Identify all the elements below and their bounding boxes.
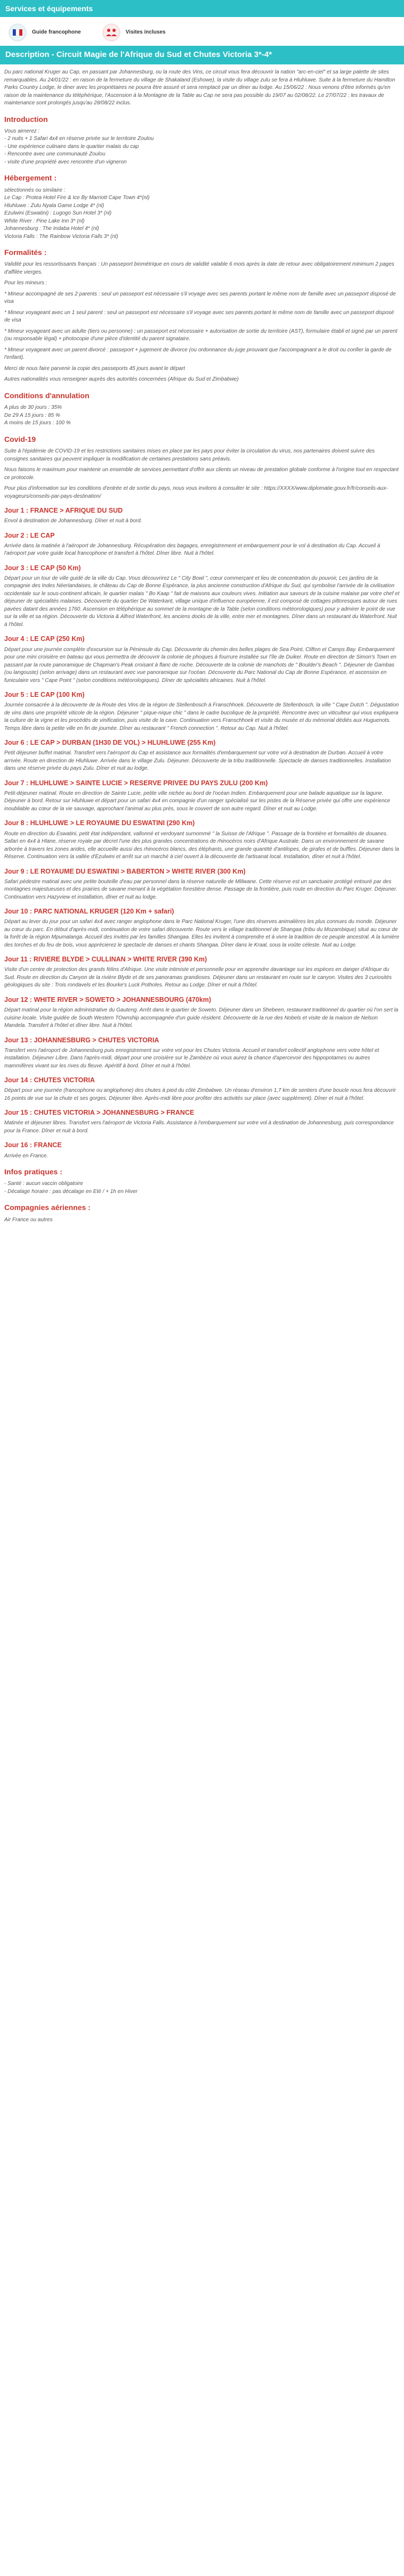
day-title: Jour 10 : PARC NATIONAL KRUGER (120 Km + safari) <box>4 908 174 916</box>
day-text: Arrivée dans la matinée à l'aéroport de Johannesburg. Récupération des bagages, enregistrement et embarquement pour le vol à destination du Cap. Accueil à l'aéroport par votre guide local francophone et transfert à l'hôtel. Dîner libre. Nuit à l'hôtel. <box>4 542 381 557</box>
day-title: Jour 14 : CHUTES VICTORIA <box>4 1076 95 1084</box>
list-item: - Santé : aucun vaccin obligatoire <box>4 1181 83 1187</box>
day-text: Transfert vers l'aéroport de Johannesburg puis enregistrement sur votre vol pour les Chutes Victoria. Accueil et transfert collectif anglophone vers votre hôtel et installation. Déjeuner Libre. Dans l'après-midi, départ pour une croisière sur le Zambèze où vous aurez la chance d'apercevoir des hippopotames ou autres mammifères vivant sur les rives du fleuve. Apéritif à bord. Dîner et nuit à l'hôtel. <box>4 1047 379 1069</box>
paragraph: * Mineur voyageant avec un 1 seul parent : seul un passeport est nécessaire s'il voyage avec ses parents portant le même nom de famille avec un passeport disposé de visa <box>4 309 394 324</box>
day-title: Jour 2 : LE CAP <box>4 531 55 539</box>
paragraph: Nous faisons le maximum pour maintenir un ensemble de services permettant d'offrir aux clients un niveau de prestation globale conforme à l'origine tout en respectant ce protocole. <box>4 467 399 481</box>
introduction-list <box>4 128 400 167</box>
day-text: Départ pour une journée complète d'excursion sur la Péninsule du Cap. Découverte du chemin des belles plages de Sea Point, Clifton et Camps Bay. Embarquement pour une mini croisière en bateau qui vous permettra de découvrir la colonie de phoques à fourrure installée sur l'île de Duiker. Route en direction de Simon's Town en passant par la route panoramique de Chapman's Peak croisant à flanc de roche. Découverte de la colonie de manchots de " Boulder's Beach ". Déjeuner de Gambas (ou langouste) (selon arrivage) dans un restaurant avec vue panoramique sur l'océan. Découverte du Parc National du Cap de Bonne Espérance, et ascension en funiculaire vers " Cape Point " (selon conditions météorologiques). Dîner de spécialités africaines. Nuit à l'hôtel. <box>4 646 397 684</box>
day-title: Jour 11 : RIVIERE BLYDE > CULLINAN > WHITE RIVER (390 Km) <box>4 956 207 964</box>
paragraph: Pour les mineurs : <box>4 280 47 286</box>
hebergement-title: Hébergement : <box>4 174 57 183</box>
day-block <box>4 690 400 733</box>
formalites-block <box>4 261 400 384</box>
service-visits <box>102 23 166 42</box>
day-block <box>4 1075 400 1102</box>
intro-text: Du parc national Kruger au Cap, en passant par Johannesburg, ou la route des Vins, ce circuit vous fera découvrir la nation "arc-en-ciel" et sa large palette de sites remarquables. Au 24/01/22 : en raison de la fermeture du village de Shakaland (Eshowe), la visite du village zulu se fera à Hluhluwe. Suite à la fermeture du Hamilton Parks Country Lodge, le diner avec les propriétaires ne pourra être assuré et sera remplacé par un diner au lodge. Au 15/06/22 : Nous venons d'être informés qu'en raison de la maintenance du téléphérique, l'Ascension à la Montagne de la Table au Cap ne sera pas possible du 19/07 au 02/08/22. Le 27/07/22 : les travaux de maintenance sont prolongés jusqu'au 28/08/22 inclus. <box>4 69 395 106</box>
hebergement-list <box>4 187 400 241</box>
day-block <box>4 1035 400 1071</box>
day-title: Jour 5 : LE CAP (100 Km) <box>4 691 85 699</box>
day-block <box>4 1140 400 1160</box>
annulation-list <box>4 404 400 427</box>
day-block <box>4 634 400 685</box>
list-item: Hluhluwe : Zulu Nyala Game Lodge 4* (nl) <box>4 202 104 209</box>
day-text: Départ au lever du jour pour un safari 4x4 avec ranger anglophone dans le Parc National Kruger, l'une des réserves animalières les plus connues du monde. Déjeuner au cœur du parc. En début d'après-midi, continuation de votre safari découverte. Route vers le village traditionnel de Shangaa (tribu du Mozambique) situé au cœur de la forêt de la région Mpumalanga. Accueil des invités par les familles Shangaa. Elles les invitent à comprendre et à vivre la tradition de ce peuple ancestral. A la lumière des torches et du feu de bois, vous apprécierez le spectacle de danses et chants Shangaa. Dîner dans le Kraal, sous la voûte céleste. Nuit au Lodge. <box>4 919 399 948</box>
itinerary <box>4 506 400 1160</box>
service-guide <box>9 23 81 42</box>
paragraph: * Mineur voyageant avec un parent divorcé : passeport + jugement de divorce (ou ordonnance du juge prouvant que l'accompagnant a le droit ou confier la garde de l'enfant). <box>4 347 392 361</box>
day-block <box>4 506 400 525</box>
paragraph: * Mineur accompagné de ses 2 parents : seul un passeport est nécessaire s'il voyage avec ses parents portant le même nom de famille avec un passeport disposé de visa <box>4 291 396 305</box>
covid-title: Covid-19 <box>4 434 36 443</box>
page <box>0 0 404 1232</box>
flag-icon <box>9 23 27 42</box>
day-block <box>4 778 400 813</box>
annulation-title: Conditions d'annulation <box>4 391 90 400</box>
paragraph: Pour plus d'information sur les conditions d'entrée et de sortie du pays, nous vous invitons à consulter le site : https://XXXX/www.diplomatie.gouv.fr/fr/conseils-aux-voyageurs/conseils-par-pays-destination/ <box>4 485 388 499</box>
list-item: Vous aimerez : <box>4 128 40 134</box>
compagnies-list <box>4 1216 400 1224</box>
list-item: De 29 A 15 jours : 85 % <box>4 412 60 418</box>
paragraph: Validité pour les ressortissants français : Un passeport biométrique en cours de validité valable 6 mois après la date de retour avec obligatoirement minimum 2 pages d'affilée vierges. <box>4 261 394 275</box>
list-item: Le Cap : Protea Hotel Fire & Ice By Marriott Cape Town 4*(nl) <box>4 195 150 201</box>
list-item: sélectionnés ou similaire : <box>4 187 66 193</box>
day-text: Petit-déjeuner matinal. Route en direction de Sainte Lucie, petite ville nichée au bord de l'océan Indien. Embarquement pour une balade aquatique sur la lagune. Déjeuner à bord. Retour sur Hluhluwe et départ pour un safari 4x4 en compagnie d'un ranger spécialisé sur les pistes de la Réserve privée qui offre une expérience inoubliable au cœur de la vie sauvage, approchant l'animal au plus près, sous le couvert de son autre regard. Dîner et nuit au Lodge. <box>4 790 390 812</box>
group-icon <box>102 23 120 42</box>
day-title: Jour 7 : HLUHLUWE > SAINTE LUCIE > RESERVE PRIVEE DU PAYS ZULU (200 Km) <box>4 779 268 787</box>
day-block <box>4 954 400 990</box>
day-block <box>4 738 400 773</box>
list-item: White River : Pine Lake Inn 3* (nl) <box>4 218 85 224</box>
day-text: Arrivée en France. <box>4 1153 49 1159</box>
day-block <box>4 563 400 629</box>
paragraph: Merci de nous faire parvenir la copie des passeports 45 jours avant le départ <box>4 365 185 372</box>
day-block <box>4 907 400 949</box>
list-item: - Rencontre avec une communauté Zoulou <box>4 151 106 158</box>
day-text: Matinée et déjeuner libres. Transfert vers l'aéroport de Victoria Falls. Assistance à l'embarquement sur votre vol à destination de Johannesburg, puis correspondance pour la France. Dîner et nuit à bord. <box>4 1120 394 1134</box>
compagnies-title: Compagnies aériennes : <box>4 1203 91 1212</box>
description-content <box>0 64 404 1232</box>
day-text: Visite d'un centre de protection des grands félins d'Afrique. Une visite intimiste et personnelle pour en apprendre davantage sur les espèces en danger d'Afrique du Sud. Route en direction du Canyon de la rivière Blyde et de ses panoramas grandioses. Déjeuner dans un restaurant en route sur le canyon. Visites des 3 curiosités géologiques du site : Trois rondavels et les Bourke's Luck Potholes. Retour au Lodge. Dîner et nuit à l'hôtel. <box>4 967 392 989</box>
day-text: Départ matinal pour la région administrative du Gauteng. Arrêt dans le quartier de Soweto. Déjeuner dans un Shebeen, restaurant traditionnel du quartier où l'on sert la cuisine locale. Visite guidée de South Western TOwnship accompagnée d'un guide résident. Découverte de la rue des Nobels et visite de la maison de Nelson Mandela. Transfert à l'hôtel et dîner libre. Nuit à l'hôtel. <box>4 1007 399 1029</box>
day-text: Route en direction du Eswatini, petit état indépendant, vallonné et verdoyant surnommé " la Suisse de l'Afrique ". Passage de la frontière et formalités de douanes. Safari en 4x4 à Hlane, réserve royale par décret l'une des plus grandes concentrations de rhinocéros noirs d'Afrique Australe. Dans un environnement de savane arborée à travers les zones arides, elle accueille aussi des rhinocéros blancs, des éléphants, une grande quantité d'antilopes, de girafes et de buffles. Déjeuner dans la Réserve. Continuation vers la vallée d'Ezulwini et arrêt sur un marché à ciel ouvert à la découverte de l'artisanat local. Installation, dîner et nuit à l'hôtel. <box>4 830 399 860</box>
day-block <box>4 1108 400 1135</box>
day-title: Jour 15 : CHUTES VICTORIA > JOHANNESBURG > FRANCE <box>4 1109 195 1117</box>
paragraph: Suite à l'épidémie de COVID-19 et les restrictions sanitaires mises en place par les pays pour éviter la circulation du virus, nos partenaires doivent suivre des consignes sanitaires qui peuvent impliquer la modification de certaines prestations sans préavis. <box>4 448 375 462</box>
day-title: Jour 12 : WHITE RIVER > SOWETO > JOHANNESBOURG (470km) <box>4 995 212 1003</box>
paragraph: * Mineur voyageant avec un adulte (tiers ou personne) : un passeport est nécessaire + autorisation de sortie du territoire (AST), formulaire établi et signé par un parent (ou responsable légal) + photocopie d'une pièce d'identité du parent signataire. <box>4 328 398 342</box>
day-text: Départ pour un tour de ville guidé de la ville du Cap. Vous découvrirez Le " City Bowl ", cœur commerçant et lieu de concentration du pouvoir, Les jardins de la compagnie des Indes Néerlandaises, le château du Cap de Bonne Espérance, la plus ancienne construction d'Afrique du Sud, qui symbolise l'arrivée de la civilisation occidentale sur le sous-continent africain, le quartier malais " Bo Kaap " fait de maisons aux couleurs vives. Initiation aux saveurs de la cuisine malaise par votre chef et déjeuner de spécialités malaises. Découverte du quartier De Waterkant, village unique d'influence européenne, il est composé de cottages pittoresques autour de rues pavées datant des années 1760. Ascension en téléphérique au sommet de la montagne de la Table (selon conditions météorologiques) pour y admirer le point de vue sur la ville et sa région. Découverte du Victoria & Alfred Waterfront, les anciens docks de la ville, entre mer et montagnes. Dîner dans un restaurant du Waterfront. Nuit à l'hôtel. <box>4 575 400 628</box>
day-block <box>4 867 400 902</box>
day-text: Envol à destination de Johannesburg. Dîner et nuit à bord. <box>4 518 142 524</box>
day-title: Jour 8 : HLUHLUWE > LE ROYAUME DU ESWATINI (290 Km) <box>4 819 195 827</box>
introduction-title: Introduction <box>4 114 48 124</box>
formalites-title: Formalités : <box>4 248 47 257</box>
list-item: A moins de 15 jours : 100 % <box>4 420 71 426</box>
paragraph: Autres nationalités vous renseigner auprès des autorités concernées (Afrique du Sud et Zimbabwe) <box>4 376 239 383</box>
day-text: Petit déjeuner buffet matinal. Transfert vers l'aéroport du Cap et assistance aux formalités d'embarquement sur votre vol à destination de Durban. Accueil à votre arrivée. Route en direction de Hluhluwe. Arrivée dans le village Zulu. Déjeuner. Découverte de la tribu traditionnelle. Spectacle de danses traditionnelles. Installation dans une réserve privée du pays Zulu. Dîner et nuit au lodge. <box>4 750 391 772</box>
services-header: Services et équipements <box>0 0 404 17</box>
day-title: Jour 1 : FRANCE > AFRIQUE DU SUD <box>4 507 123 515</box>
list-item: Ezulwini (Eswatini) : Lugogo Sun Hotel 3* (nl) <box>4 210 112 217</box>
day-block <box>4 995 400 1030</box>
list-item: - Décalage horaire : pas décalage en Eté / + 1h en Hiver <box>4 1188 138 1195</box>
day-text: Safari pédestre matinal avec une petite bouteille d'eau par personnel dans la réserve naturelle de Mlilwane. Cette réserve est un sanctuaire protégé entouré par des montagnes majestueuses et des prairies de savane menant à la végétation forestière dense. Passage de la frontière, puis route en direction du Parc Kruger. Déjeuner. Continuation vers Hazyview et installation, dîner et nuit au lodge. <box>4 878 398 900</box>
services-list <box>0 17 404 46</box>
covid-block <box>4 448 400 500</box>
service-label: Visites incluses <box>125 29 166 36</box>
day-text: Journée consacrée à la découverte de la Route des Vins de la région de Stellenbosch à Franschhoek. Découverte de Stellenbosch, la ville " Cape Dutch ". Dégustation de vins dans une propriété viticole de la région. Déjeuner " pique-nique chic " dans le cadre bucolique de la propriété. Rencontre avec un viticulteur qui vous expliquera la culture de la vigne et les procédés de vinification, puis visite de la cave. Continuation vers Franschhoek et visite du musée et du mémorial dédiés aux Huguenots. Temps libre dans la petite ville en fin de journée. Dîner au restaurant " French connection ". Retour au Cap. Nuit à l'hôtel. <box>4 702 399 731</box>
list-item: Victoria Falls : The Rainbow Victoria Falls 3* (nl) <box>4 233 118 240</box>
service-label: Guide francophone <box>32 29 81 36</box>
day-block <box>4 531 400 558</box>
list-item: - 2 nuits + 1 Safari 4x4 en réserve privée sur le territoire Zoulou <box>4 136 154 142</box>
day-title: Jour 3 : LE CAP (50 Km) <box>4 564 81 572</box>
list-item: Air France ou autres <box>4 1216 53 1223</box>
infos-title: Infos pratiques : <box>4 1167 62 1176</box>
day-text: Départ pour une journée (francophone ou anglophone) des chutes à pied du côté Zimbabwe. Un réseau d'environ 1,7 km de sentiers d'une boucle nous fera découvrir 16 points de vue sur la chute et ses gorges. Déjeuner libre. Après-midi libre pour profiter des activités sur place (avec supplément). Dîner et nuit à l'hôtel. <box>4 1088 396 1101</box>
day-title: Jour 9 : LE ROYAUME DU ESWATINI > BABERTON > WHITE RIVER (300 Km) <box>4 867 246 875</box>
day-title: Jour 16 : FRANCE <box>4 1141 62 1149</box>
list-item: - visite d'une propriété avec rencontre d'un vigneron <box>4 159 127 165</box>
list-item: - Une expérience culinaire dans le quartier malais du cap <box>4 143 139 150</box>
day-title: Jour 6 : LE CAP > DURBAN (1H30 DE VOL) > HLUHLUWE (255 Km) <box>4 739 216 747</box>
day-title: Jour 4 : LE CAP (250 Km) <box>4 635 85 643</box>
infos-list <box>4 1180 400 1196</box>
day-title: Jour 13 : JOHANNESBURG > CHUTES VICTORIA <box>4 1036 159 1044</box>
list-item: Johannesburg : The Indaba Hotel 4* (nl) <box>4 226 99 232</box>
day-block <box>4 818 400 861</box>
description-header: Description - Circuit Magie de l'Afrique du Sud et Chutes Victoria 3*-4* <box>0 46 404 64</box>
list-item: A plus de 30 jours : 35% <box>4 405 62 411</box>
